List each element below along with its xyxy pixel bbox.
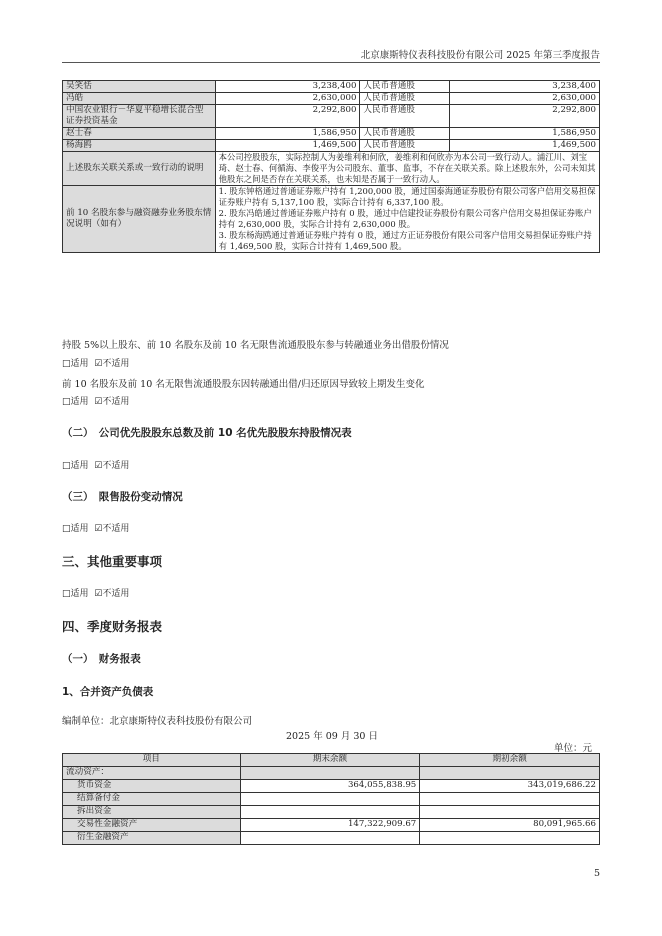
applicable-checkbox[interactable]: □适用 bbox=[62, 397, 89, 407]
balance-item: 交易性金融资产 bbox=[63, 819, 241, 832]
share-type: 人民币普通股 bbox=[360, 93, 450, 105]
balance-item: 拆出资金 bbox=[63, 806, 241, 819]
applicable-checkbox[interactable]: □适用 bbox=[62, 461, 89, 471]
table-row bbox=[63, 105, 600, 128]
table-row bbox=[63, 93, 600, 105]
section-financial-statements: 四、季度财务报表 bbox=[62, 619, 163, 634]
balance-item: 衍生金融资产 bbox=[63, 832, 241, 845]
checkbox-line bbox=[62, 458, 129, 471]
share-amount: 2,292,800 bbox=[450, 105, 600, 128]
balance-begin bbox=[420, 806, 600, 819]
not-applicable-checkbox[interactable]: ☑不适用 bbox=[94, 589, 130, 599]
applicable-checkbox[interactable]: □适用 bbox=[62, 524, 89, 534]
balance-begin bbox=[420, 767, 600, 780]
table-row bbox=[63, 140, 600, 152]
shareholder-name: 中国农业银行－华夏平稳增长混合型证券投资基金 bbox=[63, 105, 216, 128]
shareholder-name: 冯皓 bbox=[63, 93, 216, 105]
margin-row bbox=[63, 186, 600, 253]
shareholder-shares: 3,238,400 bbox=[215, 81, 360, 93]
shareholder-name: 杨海鸥 bbox=[63, 140, 216, 152]
balance-table-container bbox=[62, 753, 600, 845]
table-row bbox=[63, 767, 600, 780]
relation-label: 上述股东关联关系或一致行动的说明 bbox=[63, 152, 216, 186]
checkbox-line bbox=[62, 394, 129, 407]
checkbox-line bbox=[62, 586, 129, 599]
table-header-row bbox=[63, 754, 600, 767]
section-other-matters: 三、其他重要事项 bbox=[62, 554, 163, 569]
section-balance-sheet: 1、合并资产负债表 bbox=[62, 686, 154, 698]
share-type: 人民币普通股 bbox=[360, 128, 450, 140]
balance-begin bbox=[420, 832, 600, 845]
relation-text: 本公司控股股东，实际控制人为姜维利和何欣，姜维利和何欣亦为本公司一致行动人。浦江川、刘宝琦、赵士春、何循海、李俊平为公司股东、董事、监事，不存在关联关系。除上述股东外，公司未知其他股东之间是否存在关联关系，也未知是否属于一致行动人。 bbox=[215, 152, 599, 186]
balance-item: 流动资产： bbox=[63, 767, 241, 780]
relation-row bbox=[63, 152, 600, 186]
margin-label: 前 10 名股东参与融资融券业务股东情况说明（如有） bbox=[63, 186, 216, 253]
compiler-text: 编制单位：北京康斯特仪表科技股份有限公司 bbox=[62, 716, 253, 727]
shareholder-name: 吴笑恬 bbox=[63, 81, 216, 93]
table-row bbox=[63, 819, 600, 832]
change-text: 前 10 名股东及前 10 名无限售流通股股东因转融通出借/归还原因导致较上期发生变化 bbox=[62, 379, 425, 390]
share-type: 人民币普通股 bbox=[360, 140, 450, 152]
share-amount: 2,630,000 bbox=[450, 93, 600, 105]
table-row bbox=[63, 128, 600, 140]
shareholder-shares: 2,630,000 bbox=[215, 93, 360, 105]
balance-end: 364,055,838.95 bbox=[240, 780, 420, 793]
column-header: 期末余额 bbox=[240, 754, 420, 767]
section-restricted-shares: （三） 限售股份变动情况 bbox=[62, 491, 183, 503]
applicable-checkbox[interactable]: □适用 bbox=[62, 589, 89, 599]
section-preferred-shares: （二） 公司优先股股东总数及前 10 名优先股股东持股情况表 bbox=[62, 427, 352, 439]
not-applicable-checkbox[interactable]: ☑不适用 bbox=[94, 461, 130, 471]
balance-item: 货币资金 bbox=[63, 780, 241, 793]
margin-line: 1. 股东钟格通过普通证券账户持有 1,200,000 股，通过国泰海通证券股份有限公司客户信用交易担保证券账户持有 5,137,100 股，实际合计持有 6,337,100 股。 bbox=[218, 186, 596, 207]
shareholder-shares: 1,469,500 bbox=[215, 140, 360, 152]
page-header: 北京康斯特仪表科技股份有限公司 2025 年第三季度报告 bbox=[360, 50, 600, 61]
not-applicable-checkbox[interactable]: ☑不适用 bbox=[94, 524, 130, 534]
share-amount: 1,469,500 bbox=[450, 140, 600, 152]
shareholder-name: 赵士春 bbox=[63, 128, 216, 140]
balance-begin bbox=[420, 793, 600, 806]
balance-end bbox=[240, 767, 420, 780]
lending-text: 持股 5%以上股东、前 10 名股东及前 10 名无限售流通股股东参与转融通业务出借股份情况 bbox=[62, 340, 449, 351]
table-row bbox=[63, 793, 600, 806]
table-row bbox=[63, 81, 600, 93]
balance-end bbox=[240, 806, 420, 819]
section-statements-sub: （一） 财务报表 bbox=[62, 653, 141, 665]
margin-line: 2. 股东冯皓通过普通证券账户持有 0 股，通过中信建投证券股份有限公司客户信用交易担保证券账户持有 2,630,000 股，实际合计持有 2,630,000 股。 bbox=[218, 208, 592, 229]
shareholder-table-container bbox=[62, 80, 600, 253]
balance-end bbox=[240, 793, 420, 806]
not-applicable-checkbox[interactable]: ☑不适用 bbox=[94, 359, 130, 369]
share-type: 人民币普通股 bbox=[360, 105, 450, 128]
checkbox-line bbox=[62, 356, 129, 369]
column-header: 项目 bbox=[63, 754, 241, 767]
table-row bbox=[63, 832, 600, 845]
checkbox-line bbox=[62, 521, 129, 534]
shareholder-shares: 1,586,950 bbox=[215, 128, 360, 140]
header-divider bbox=[62, 62, 600, 63]
not-applicable-checkbox[interactable]: ☑不适用 bbox=[94, 397, 130, 407]
balance-begin: 343,019,686.22 bbox=[420, 780, 600, 793]
balance-end: 147,322,909.67 bbox=[240, 819, 420, 832]
unit-text: 单位：元 bbox=[553, 743, 592, 754]
margin-line: 3. 股东杨海鸥通过普通证券账户持有 0 股，通过方正证券股份有限公司客户信用交易担保证券账户持有 1,469,500 股，实际合计持有 1,469,500 股。 bbox=[218, 230, 592, 251]
balance-end bbox=[240, 832, 420, 845]
share-amount: 3,238,400 bbox=[450, 81, 600, 93]
report-date: 2025 年 09 月 30 日 bbox=[286, 731, 378, 742]
column-header: 期初余额 bbox=[420, 754, 600, 767]
balance-item: 结算备付金 bbox=[63, 793, 241, 806]
share-amount: 1,586,950 bbox=[450, 128, 600, 140]
shareholder-table bbox=[62, 80, 600, 253]
applicable-checkbox[interactable]: □适用 bbox=[62, 359, 89, 369]
balance-sheet-table bbox=[62, 753, 600, 845]
table-row bbox=[63, 780, 600, 793]
table-row bbox=[63, 806, 600, 819]
page-number: 5 bbox=[593, 868, 600, 879]
shareholder-shares: 2,292,800 bbox=[215, 105, 360, 128]
margin-text bbox=[215, 186, 599, 253]
share-type: 人民币普通股 bbox=[360, 81, 450, 93]
balance-begin: 80,091,965.66 bbox=[420, 819, 600, 832]
